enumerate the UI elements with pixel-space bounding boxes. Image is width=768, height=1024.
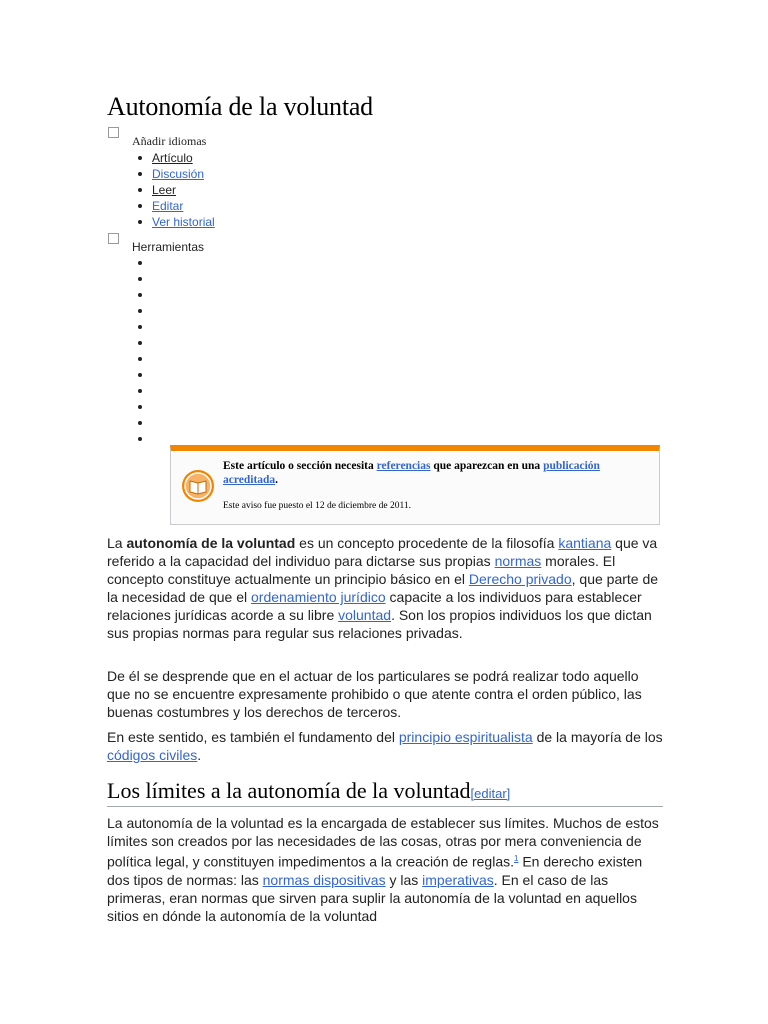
link-voluntad[interactable]: voluntad xyxy=(338,607,392,623)
accredited-publication-link[interactable]: publicación acreditada xyxy=(223,460,600,486)
footnote-link[interactable]: 1 xyxy=(514,854,519,863)
link-imperativas[interactable]: imperativas xyxy=(422,871,494,888)
link-principio-espiritualista[interactable]: principio espiritualista xyxy=(398,729,533,745)
link-kantiana[interactable]: kantiana xyxy=(558,535,612,551)
tools-label[interactable]: Herramientas xyxy=(132,240,205,254)
menu-item-articulo[interactable]: Artículo xyxy=(152,150,215,166)
book-icon xyxy=(181,469,215,503)
tools-checkbox[interactable] xyxy=(108,233,119,244)
references-notice xyxy=(170,445,660,525)
limits-paragraph: La autonomía de la voluntad es la encargada de establecer sus límites. Muchos de estos límites son creados por las necesidades de las cosas, otras por mera conveniencia de política legal, y constituyen impedimentos a la creación de reglas.$^1$ En derecho existen dos tipos de normas: las normas dispositivas y las imperativas. En el caso de las primeras, eran normas que sirven para suplir la autonomía de la voluntad en aquellos sitios en dónde la autonomía de la voluntad xyxy=(107,815,659,924)
link-normas[interactable]: normas xyxy=(494,553,542,569)
languages-label[interactable]: Añadir idiomas xyxy=(132,134,207,148)
menu-item-leer[interactable]: Leer xyxy=(152,182,215,198)
edit-section-link[interactable]: [editar] xyxy=(470,786,511,801)
link-codigos-civiles[interactable]: códigos civiles xyxy=(107,747,198,763)
bold-term: autonomía de la voluntad xyxy=(126,535,296,551)
menu-item-editar[interactable]: Editar xyxy=(152,198,215,214)
references-link[interactable]: referencias xyxy=(376,460,431,472)
menu-item-discusion[interactable]: Discusión xyxy=(152,166,215,182)
languages-checkbox[interactable] xyxy=(108,127,119,138)
link-derecho-privado[interactable]: Derecho privado xyxy=(468,571,572,587)
page-actions-menu xyxy=(152,150,215,230)
section-heading: Los límites a la autonomía de la voluntad[editar] xyxy=(107,778,663,807)
page-title: Autonomía de la voluntad xyxy=(107,92,373,121)
notice-date: Este aviso fue puesto el 12 de diciembre de 2011. xyxy=(223,501,412,511)
second-paragraph: De él se desprende que en el actuar de los particulares se podrá realizar todo aquello que no se encuentre expresamente prohibido o que atente contra el orden público, las buenas costumbres y los derechos de terceros. xyxy=(107,668,642,720)
intro-paragraph: La autonomía de la voluntad es un concepto procedente de la filosofía kantiana que va referido a la capacidad del individuo para dictarse sus propias normas morales. El concepto constituye actualmente un principio básico en el Derecho privado, que parte de la necesidad de que el ordenamiento jurídico capacite a los individuos para establecer relaciones jurídicas acorde a su libre voluntad. Son los propios individuos los que dictan sus propias normas para regular sus relaciones privadas. xyxy=(107,535,659,641)
third-paragraph: En este sentido, es también el fundamento del principio espiritualista de la mayoría de los códigos civiles. xyxy=(107,729,663,763)
link-ordenamiento-juridico[interactable]: ordenamiento jurídico xyxy=(251,589,386,605)
link-normas-dispositivas[interactable]: normas dispositivas xyxy=(262,871,386,888)
notice-message: Este artículo o sección necesita referencias que aparezcan en una publicación acreditada. xyxy=(223,460,600,486)
menu-item-ver-historial[interactable]: Ver historial xyxy=(152,215,215,229)
